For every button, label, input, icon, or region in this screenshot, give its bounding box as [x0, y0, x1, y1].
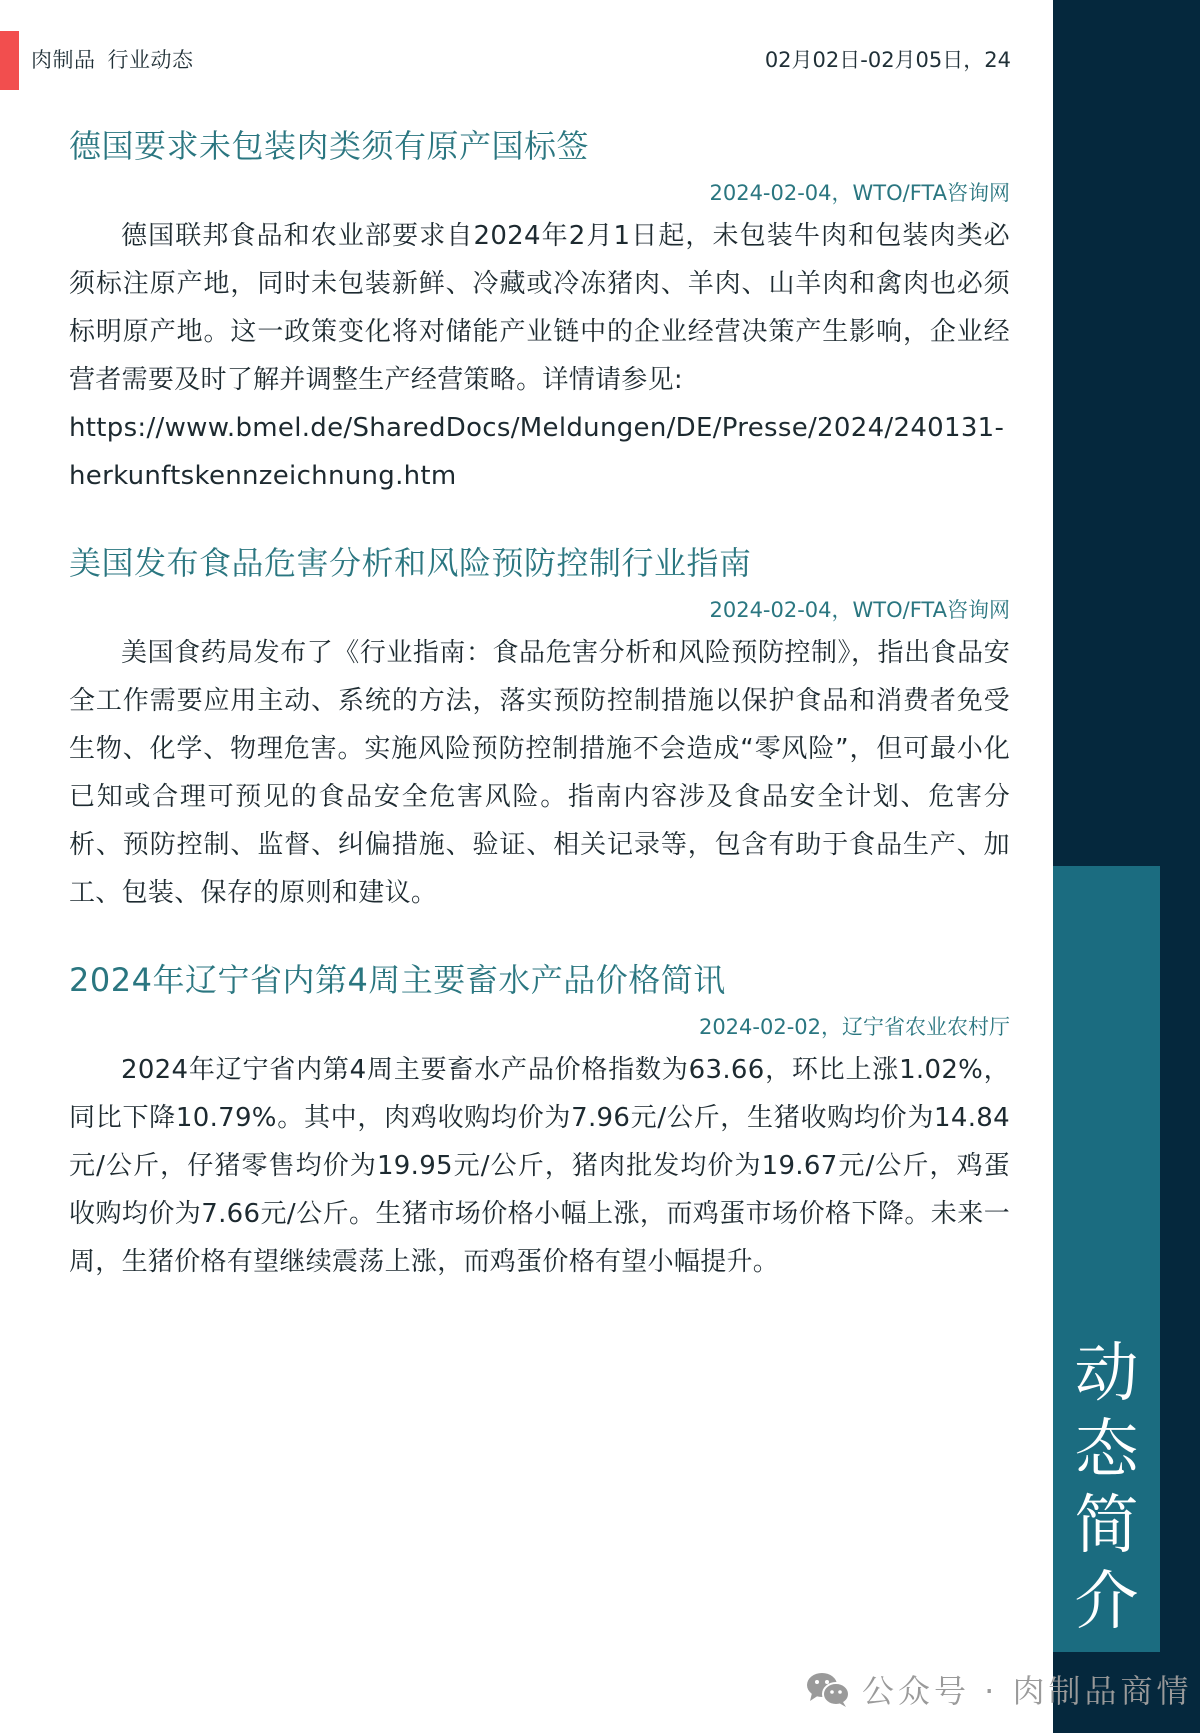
- article-body: [69, 212, 1010, 500]
- watermark: [806, 1666, 1193, 1712]
- article-meta: 2024-02-02，辽宁省农业农村厅: [698, 1015, 1010, 1039]
- article-paragraph: 德国联邦食品和农业部要求自2024年2月1日起，未包装牛肉和包装肉类必须标注原产地，同时未包装新鲜、冷藏或冷冻猪肉、羊肉、山羊肉和禽肉也必须标明原产地。这一政策变化将对储能产业链中的企业经营决策产生影响，企业经营者需要及时了解并调整生产经营策略。详情请参见:: [69, 221, 1010, 395]
- header-category-label: 肉制品: [31, 48, 96, 72]
- sidebar-title-char: 态: [1074, 1413, 1139, 1487]
- article-title: 德国要求未包装肉类须有原产国标签: [69, 127, 590, 165]
- header-category: [31, 44, 194, 74]
- article-link[interactable]: https://www.bmel.de/SharedDocs/Meldungen/DE/Presse/2024/240131-herkunftskennzeichnung.htm: [69, 413, 1005, 491]
- sidebar-title-char: 介: [1074, 1565, 1139, 1639]
- article-us-food-hazard-guide: [69, 537, 1010, 917]
- article-title: 2024年辽宁省内第4周主要畜水产品价格简讯: [69, 961, 726, 999]
- header-section-label: 行业动态: [107, 48, 194, 72]
- article-germany-origin-label: [69, 120, 1010, 500]
- article-paragraph: 美国食药局发布了《行业指南：食品危害分析和风险预防控制》，指出食品安全工作需要应用主动、系统的方法，落实预防控制措施以保护食品和消费者免受生物、化学、物理危害。实施风险预防控制措施不会造成“零风险”，但可最小化已知或合理可预见的食品安全危害风险。指南内容涉及食品安全计划、危害分析、预防控制、监督、纠偏措施、验证、相关记录等，包含有助于食品生产、加工、包装、保存的原则和建议。: [69, 638, 1010, 908]
- article-body: [69, 629, 1010, 917]
- header-date-range: 02月02日-02月05日，24: [764, 48, 1011, 72]
- article-meta: 2024-02-04，WTO/FTA咨询网: [709, 598, 1010, 622]
- article-body: [69, 1046, 1010, 1286]
- wechat-icon: [806, 1671, 850, 1707]
- article-title: 美国发布食品危害分析和风险预防控制行业指南: [69, 544, 752, 582]
- sidebar-title-char: 简: [1074, 1489, 1139, 1563]
- section-marker: [0, 31, 19, 90]
- sidebar-title-char: 动: [1074, 1337, 1139, 1411]
- watermark-text: 公众号 · 肉制品商情: [862, 1672, 1193, 1710]
- article-meta: 2024-02-04，WTO/FTA咨询网: [709, 181, 1010, 205]
- article-paragraph: 2024年辽宁省内第4周主要畜水产品价格指数为63.66，环比上涨1.02%，同比下降10.79%。其中，肉鸡收购均价为7.96元/公斤，生猪收购均价为14.84元/公斤，仔猪零售均价为19.95元/公斤，猪肉批发均价为19.67元/公斤，鸡蛋收购均价为7.66元/公斤。生猪市场价格小幅上涨，而鸡蛋市场价格下降。未来一周，生猪价格有望继续震荡上涨，而鸡蛋价格有望小幅提升。: [69, 1055, 1010, 1277]
- sidebar-vertical-title: [1053, 1336, 1160, 1640]
- article-liaoning-price-brief: [69, 954, 1010, 1286]
- sidebar-title-panel: [1053, 866, 1160, 1652]
